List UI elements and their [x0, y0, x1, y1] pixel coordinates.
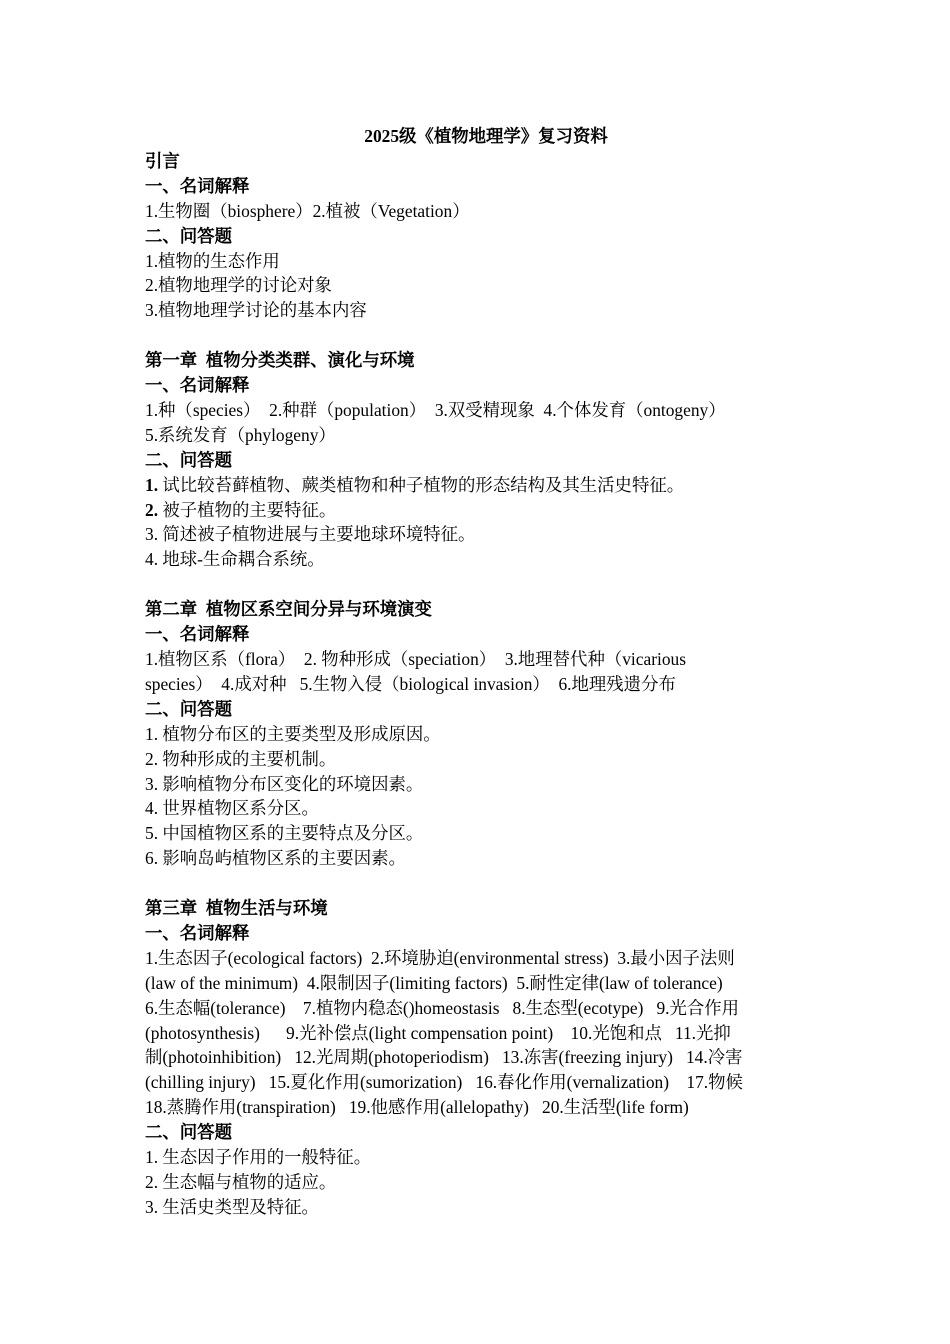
term-line: 制(photoinhibition) 12.光周期(photoperiodism) 13.冻害(freezing injury) 14.冷害: [145, 1047, 743, 1068]
question-line: [145, 547, 815, 572]
question-line: 1. 植物分布区的主要类型及形成原因。: [145, 723, 441, 744]
qa-heading: 二、问答题: [145, 225, 232, 246]
question-line: 4. 世界植物区系分区。: [145, 798, 319, 819]
document-content: [145, 124, 815, 1220]
question-line: [145, 522, 815, 547]
term-line: 1.种（species） 2.种群（population） 3.双受精现象 4.个体发育（ontogeny）: [145, 399, 726, 420]
question-number: 1.: [145, 474, 159, 495]
chapter-heading-3: 第三章 植物生活与环境: [145, 898, 328, 919]
chapter-heading-2: 第二章 植物区系空间分异与环境演变: [145, 599, 432, 620]
term-line: (chilling injury) 15.夏化作用(sumorization) 16.春化作用(vernalization) 17.物候: [145, 1072, 743, 1093]
term-line: 1.生态因子(ecological factors) 2.环境胁迫(environmental stress) 3.最小因子法则: [145, 947, 735, 968]
question-line: 6. 影响岛屿植物区系的主要因素。: [145, 848, 406, 869]
term-line: 18.蒸腾作用(transpiration) 19.他感作用(allelopathy) 20.生活型(life form): [145, 1097, 689, 1118]
term-line: 1.植物区系（flora） 2. 物种形成（speciation） 3.地理替代种（vicarious: [145, 649, 686, 669]
question-text: 3. 简述被子植物进展与主要地球环境特征。: [145, 524, 476, 545]
question-text: 4. 地球-生命耦合系统。: [145, 549, 325, 570]
term-line: 1.生物圈（biosphere）2.植被（Vegetation）: [145, 200, 470, 221]
question-line: 2. 生态幅与植物的适应。: [145, 1172, 337, 1193]
question-line: 3. 生活史类型及特征。: [145, 1196, 319, 1217]
question-line: [145, 498, 815, 523]
spacer: [145, 871, 815, 896]
terms-heading: 一、名词解释: [145, 922, 250, 943]
question-line: 2. 物种形成的主要机制。: [145, 748, 337, 769]
spacer: [145, 572, 815, 597]
spacer: [145, 323, 815, 348]
question-line: [145, 473, 815, 498]
section-heading-intro: 引言: [145, 150, 180, 171]
question-line: 3. 影响植物分布区变化的环境因素。: [145, 773, 424, 794]
term-line: species） 4.成对种 5.生物入侵（biological invasion） 6.地理残遗分布: [145, 673, 676, 694]
term-line: 6.生态幅(tolerance) 7.植物内稳态()homeostasis 8.生态型(ecotype) 9.光合作用: [145, 997, 740, 1018]
document-title: 2025级《植物地理学》复习资料: [364, 126, 608, 146]
terms-heading: 一、名词解释: [145, 624, 250, 645]
question-number: 2.: [145, 499, 159, 520]
question-line: 1.植物的生态作用: [145, 250, 280, 271]
terms-heading: 一、名词解释: [145, 375, 250, 396]
question-line: 3.植物地理学讨论的基本内容: [145, 300, 367, 321]
question-text: 试比较苔藓植物、蕨类植物和种子植物的形态结构及其生活史特征。: [158, 474, 685, 495]
qa-heading: 二、问答题: [145, 1122, 232, 1143]
terms-heading: 一、名词解释: [145, 175, 250, 196]
term-line: (law of the minimum) 4.限制因子(limiting factors) 5.耐性定律(law of tolerance): [145, 972, 723, 993]
qa-heading: 二、问答题: [145, 449, 232, 470]
qa-heading: 二、问答题: [145, 698, 232, 719]
question-line: 1. 生态因子作用的一般特征。: [145, 1147, 372, 1168]
chapter-heading-1: 第一章 植物分类类群、演化与环境: [145, 350, 415, 371]
question-line: 5. 中国植物区系的主要特点及分区。: [145, 823, 424, 844]
term-line: 5.系统发育（phylogeny）: [145, 424, 336, 445]
term-line: (photosynthesis) 9.光补偿点(light compensation point) 10.光饱和点 11.光抑: [145, 1022, 731, 1043]
question-text: 被子植物的主要特征。: [158, 499, 337, 520]
question-line: 2.植物地理学的讨论对象: [145, 275, 332, 296]
